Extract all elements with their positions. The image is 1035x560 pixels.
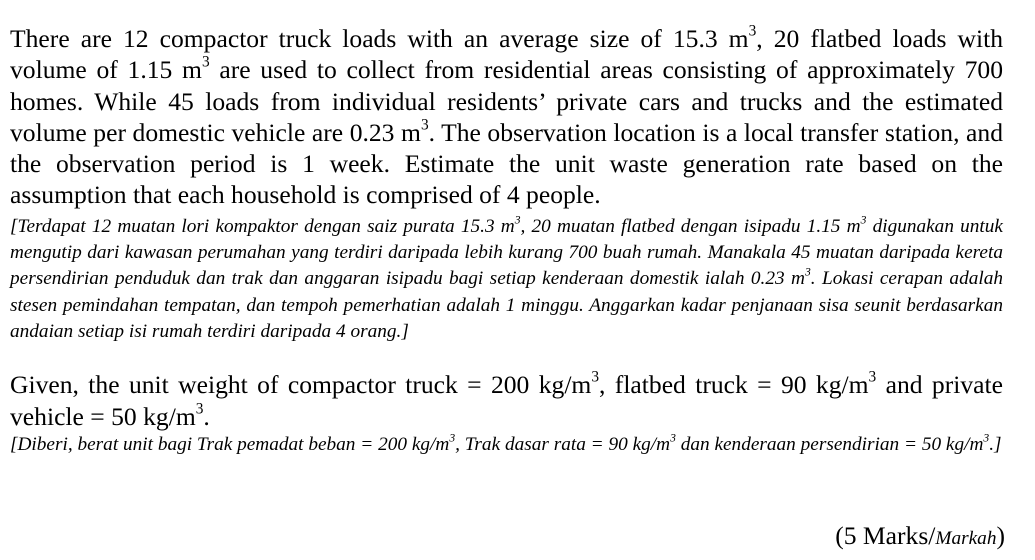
given-text-english: Given, the unit weight of compactor truck = 200 $kg/m^3$, flatbed truck = 90 $kg/m^3$ and private vehicle = 50 $kg/m^3$.: [10, 368, 1003, 431]
question-text-malay: [Terdapat 12 muatan lori kompaktor dengan saiz purata 15.3 $m^3$, 20 muatan flatbed dengan isipadu 1.15 $m^3$ digunakan untuk mengutip dari kawasan perumahan yang terdiri daripada lebih kurang 700 buah rumah. Manakala 45 muatan daripada kereta persendirian penduduk dan trak dan anggaran isipadu bagi setiap kenderaan domestik ialah 0.23 $m^3$. Lokasi cerapan adalah stesen pemindahan tempatan, dan tempoh pemerhatian adalah 1 minggu. Anggarkan kadar penjanaan sisa seunit berdasarkan andaian setiap isi rumah terdiri daripada 4 orang.]: [10, 213, 1003, 342]
given-text-malay: [Diberi, berat unit bagi Trak pemadat beban = 200 $kg/m^3$, Trak dasar rata = 90 $kg/m^3$ dan kenderaan persendirian = 50 $kg/m^3$.]: [10, 431, 1002, 455]
marks-allocation: (5 Marks/Markah): [835, 521, 1005, 550]
question-text-english: There are 12 compactor truck loads with an average size of 15.3 $m^3$, 20 flatbed loads with volume of 1.15 $m^3$ are used to collect from residential areas consisting of approximately 700 homes. While 45 loads from individual residents’ private cars and trucks and the estimated volume per domestic vehicle are 0.23 $m^3$. The observation location is a local transfer station, and the observation period is 1 week. Estimate the unit waste generation rate based on the assumption that each household is comprised of 4 people.: [10, 22, 1004, 210]
question-page: [10, 0, 1003, 458]
